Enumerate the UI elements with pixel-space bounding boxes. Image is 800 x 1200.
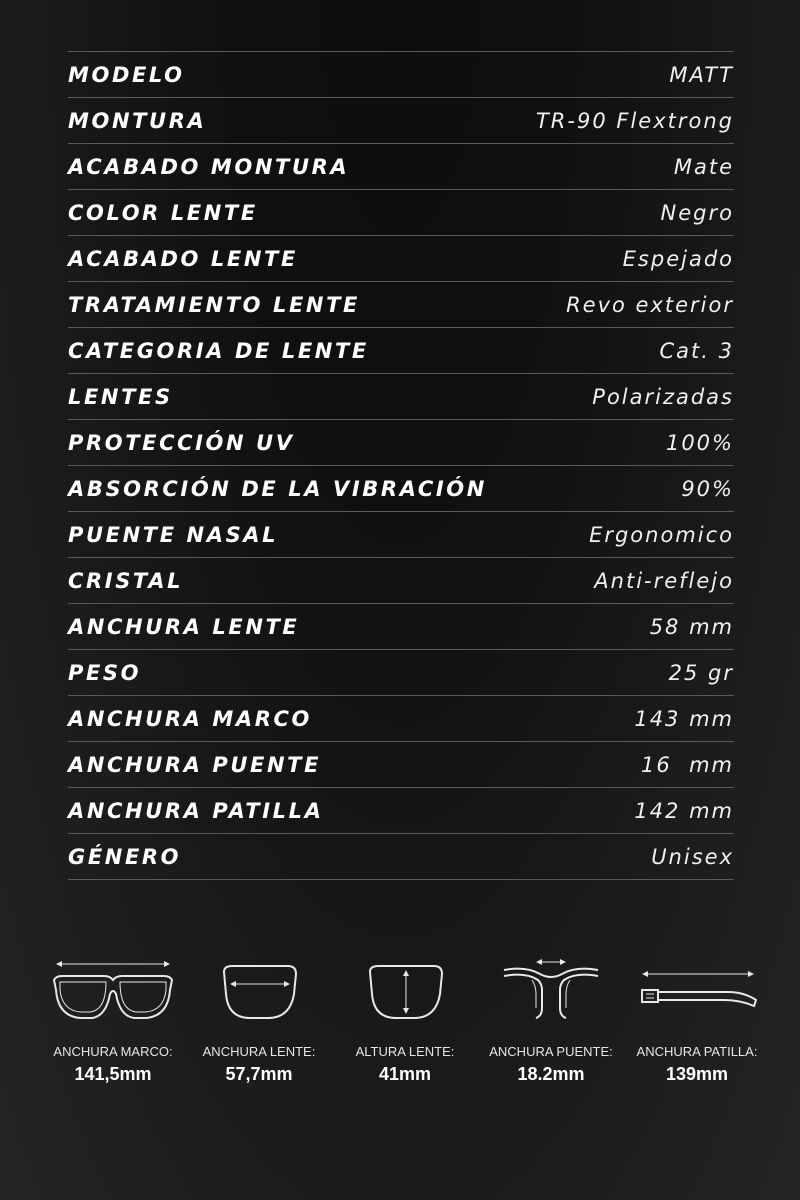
spec-row-proteccion-uv <box>68 420 734 466</box>
spec-value: 100% <box>665 430 734 455</box>
spec-row-puente-nasal <box>68 512 734 558</box>
spec-row-peso <box>68 650 734 696</box>
measurement-label: ANCHURA LENTE: <box>202 1044 316 1059</box>
spec-label: PESO <box>68 660 142 685</box>
spec-value: 16 mm <box>641 752 734 777</box>
spec-label: CRISTAL <box>68 568 184 593</box>
spec-value: Polarizadas <box>592 384 734 409</box>
spec-table <box>68 51 734 880</box>
spec-row-tratamiento-lente <box>68 282 734 328</box>
spec-label: ANCHURA MARCO <box>68 706 312 731</box>
measurement-value: 141,5mm <box>74 1064 152 1084</box>
measurements-strip <box>40 950 770 1085</box>
measurement-frame-width <box>40 950 186 1085</box>
spec-row-anchura-marco <box>68 696 734 742</box>
spec-label: ANCHURA PUENTE <box>68 752 322 777</box>
spec-label: ACABADO MONTURA <box>68 154 350 179</box>
spec-row-lentes <box>68 374 734 420</box>
spec-value: 142 mm <box>634 798 734 823</box>
measurement-temple-length <box>624 950 770 1085</box>
spec-row-acabado-montura <box>68 144 734 190</box>
lens-height-icon <box>340 950 470 1030</box>
spec-row-montura <box>68 98 734 144</box>
measurement-label: ANCHURA MARCO: <box>53 1044 173 1059</box>
spec-row-anchura-lente <box>68 604 734 650</box>
temple-length-icon <box>632 950 762 1030</box>
spec-row-genero <box>68 834 734 880</box>
spec-label: PUENTE NASAL <box>68 522 279 547</box>
measurement-lens-width <box>186 950 332 1085</box>
spec-value: Revo exterior <box>566 292 734 317</box>
spec-label: CATEGORIA DE LENTE <box>68 338 369 363</box>
bridge-width-icon <box>486 950 616 1030</box>
spec-row-anchura-patilla <box>68 788 734 834</box>
spec-label: ABSORCIÓN DE LA VIBRACIÓN <box>68 476 487 501</box>
spec-row-cristal <box>68 558 734 604</box>
spec-label: COLOR LENTE <box>68 200 258 225</box>
spec-value: 90% <box>681 476 734 501</box>
spec-value: 58 mm <box>649 614 734 639</box>
lens-width-icon <box>194 950 324 1030</box>
measurement-value: 57,7mm <box>225 1064 293 1084</box>
spec-value: Ergonomico <box>589 522 734 547</box>
spec-label: TRATAMIENTO LENTE <box>68 292 360 317</box>
spec-label: LENTES <box>68 384 173 409</box>
spec-row-modelo <box>68 52 734 98</box>
measurement-label: ANCHURA PATILLA: <box>636 1044 758 1059</box>
measurement-value: 18.2mm <box>517 1064 585 1084</box>
spec-row-absorcion-vibracion <box>68 466 734 512</box>
spec-value: Cat. 3 <box>659 338 734 363</box>
spec-row-color-lente <box>68 190 734 236</box>
spec-value: Unisex <box>651 844 734 869</box>
frame-width-icon <box>48 950 178 1030</box>
spec-value: Anti-reflejo <box>594 568 734 593</box>
spec-label: MONTURA <box>68 108 207 133</box>
measurement-bridge-width <box>478 950 624 1085</box>
spec-row-categoria-lente <box>68 328 734 374</box>
spec-row-anchura-puente <box>68 742 734 788</box>
spec-label: GÉNERO <box>68 844 182 869</box>
spec-label: ANCHURA LENTE <box>68 614 300 639</box>
spec-label: ACABADO LENTE <box>68 246 298 271</box>
measurement-value: 41mm <box>378 1064 432 1084</box>
spec-label: ANCHURA PATILLA <box>68 798 324 823</box>
measurement-label: ANCHURA PUENTE: <box>489 1044 613 1059</box>
spec-value: Espejado <box>622 246 734 271</box>
spec-value: TR-90 Flextrong <box>535 108 734 133</box>
measurement-value: 139mm <box>665 1064 729 1084</box>
spec-value: 143 mm <box>634 706 734 731</box>
measurement-lens-height <box>332 950 478 1085</box>
spec-label: PROTECCIÓN UV <box>68 430 295 455</box>
spec-value: Negro <box>660 200 734 225</box>
measurement-label: ALTURA LENTE: <box>355 1044 455 1059</box>
spec-row-acabado-lente <box>68 236 734 282</box>
spec-value: 25 gr <box>668 660 734 685</box>
spec-value: Mate <box>673 154 734 179</box>
spec-value: MATT <box>669 62 734 87</box>
spec-label: MODELO <box>68 62 185 87</box>
